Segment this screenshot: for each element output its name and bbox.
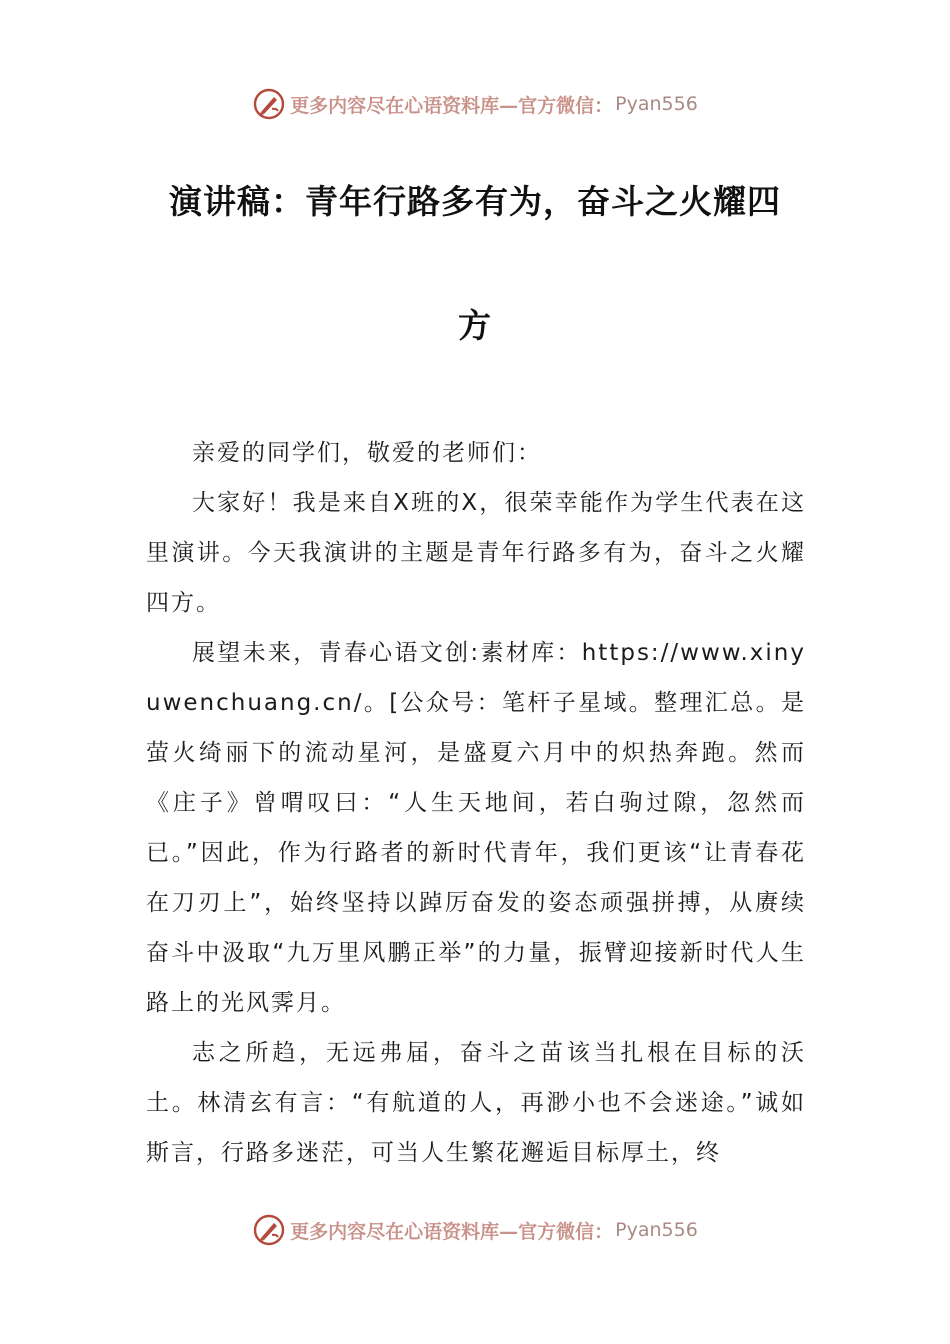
- footer-banner: [0, 1210, 950, 1250]
- pen-seal-logo-icon: [252, 87, 286, 121]
- document-title: 演讲稿：青年行路多有为，奋斗之火耀四: [169, 182, 781, 221]
- pen-seal-logo-icon: [252, 1213, 286, 1247]
- banner-wechat-id: Pyan556: [615, 1219, 698, 1241]
- banner-text: 更多内容尽在心语资料库—官方微信：: [290, 94, 614, 117]
- paragraph: 志之所趋，无远弗届，奋斗之苗该当扎根在目标的沃土。林清玄有言：“有航道的人，再渺小也不会迷途。”诚如斯言，行路多迷茫，可当人生繁花邂逅目标厚土，终: [146, 1040, 806, 1166]
- paragraph: 亲爱的同学们，敬爱的老师们：: [192, 440, 542, 466]
- document-title-continuation: 方: [458, 306, 492, 345]
- banner-wechat-id: Pyan556: [615, 93, 698, 115]
- paragraph: 大家好！我是来自X班的X，很荣幸能作为学生代表在这里演讲。今天我演讲的主题是青年行路多有为，奋斗之火耀四方。: [146, 490, 806, 616]
- document-body: [146, 428, 806, 1178]
- banner-text: 更多内容尽在心语资料库—官方微信：: [290, 1220, 614, 1243]
- header-banner: [0, 84, 950, 124]
- paragraph: 展望未来，青春心语文创:素材库：https://www.xinyuwenchuang.cn/。[公众号：笔杆子星域。整理汇总。是萤火绮丽下的流动星河，是盛夏六月中的炽热奔跑。然而《庄子》曾喟叹曰：“人生天地间，若白驹过隙，忽然而已。”因此，作为行路者的新时代青年，我们更该“让青春花在刀刃上”，始终坚持以踔厉奋发的姿态顽强拼搏，从赓续奋斗中汲取“九万里风鹏正举”的力量，振臂迎接新时代人生路上的光风霁月。: [146, 640, 806, 1016]
